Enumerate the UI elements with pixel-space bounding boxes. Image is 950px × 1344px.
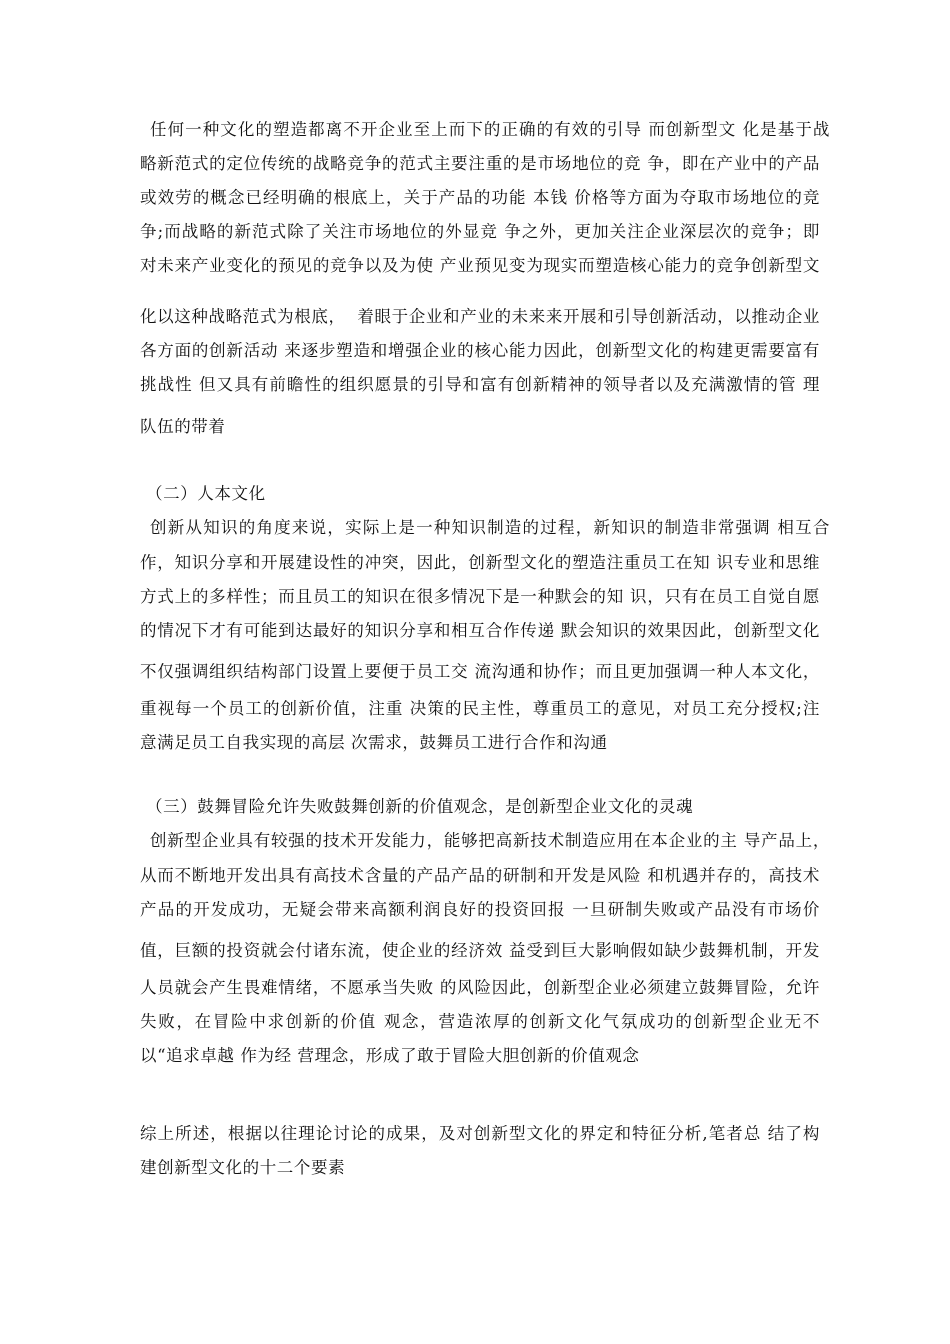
intro-line-3: 或效劳的概念已经明确的根底上，关于产品的功能 本钱 价格等方面为夺取市场地位的竞	[140, 188, 820, 207]
section-two-line-7: 意满足员工自我实现的高层 次需求，鼓舞员工进行合作和沟通	[140, 733, 608, 752]
section-three-line-2: 从而不断地开发出具有高技术含量的产品产品的研制和开发是风险 和机遇并存的，高技术	[140, 866, 820, 885]
section-two-heading: （二）人本文化	[146, 484, 266, 503]
section-two-line-5: 不仅强调组织结构部门设置上要便于员工交 流沟通和协作；而且更加强调一种人本文化，	[140, 662, 820, 681]
intro-line-2: 略新范式的定位传统的战略竞争的范式主要注重的是市场地位的竞 争，即在产业中的产品	[140, 154, 820, 173]
section-three-line-7: 以“追求卓越 作为经 营理念，形成了敢于冒险大胆创新的价值观念	[140, 1046, 640, 1065]
section-three-line-4: 值，巨额的投资就会付诸东流，使企业的经济效 益受到巨大影响假如缺少鼓舞机制，开发	[140, 941, 820, 960]
intro-line-6: 化以这种战略范式为根底， 着眼于企业和产业的未来来开展和引导创新活动，以推动企业	[140, 307, 820, 326]
section-two-line-1: 创新从知识的角度来说，实际上是一种知识制造的过程，新知识的制造非常强调 相互合	[150, 518, 830, 537]
section-two-line-6: 重视每一个员工的创新价值，注重 决策的民主性，尊重员工的意见，对员工充分授权;注	[140, 699, 820, 718]
section-three-heading: （三）鼓舞冒险允许失败鼓舞创新的价值观念，是创新型企业文化的灵魂	[146, 797, 694, 816]
intro-line-5: 对未来产业变化的预见的竞争以及为使 产业预见变为现实而塑造核心能力的竞争创新型文	[140, 256, 820, 275]
section-three-line-3: 产品的开发成功，无疑会带来高额利润良好的投资回报 一旦研制失败或产品没有市场价	[140, 900, 820, 919]
section-three-line-6: 失败，在冒险中求创新的价值 观念，营造浓厚的创新文化气氛成功的创新型企业无不	[140, 1012, 820, 1031]
section-three-line-5: 人员就会产生畏难情绪，不愿承当失败 的风险因此，创新型企业必须建立鼓舞冒险，允许	[140, 978, 820, 997]
intro-line-7: 各方面的创新活动 来逐步塑造和增强企业的核心能力因此，创新型文化的构建更需要富有	[140, 341, 820, 360]
intro-line-9: 队伍的带着	[140, 417, 226, 436]
section-two-line-4: 的情况下才有可能到达最好的知识分享和相互合作传递 默会知识的效果因此，创新型文化	[140, 621, 820, 640]
conclusion-line-1: 综上所述，根据以往理论讨论的成果，及对创新型文化的界定和特征分析,笔者总 结了构	[140, 1124, 820, 1143]
intro-line-8: 挑战性 但又具有前瞻性的组织愿景的引导和富有创新精神的领导者以及充满激情的管 理	[140, 375, 820, 394]
intro-line-1: 任何一种文化的塑造都离不开企业至上而下的正确的有效的引导 而创新型文 化是基于战	[150, 120, 830, 139]
section-two-line-2: 作，知识分享和开展建设性的冲突，因此，创新型文化的塑造注重员工在知 识专业和思维	[140, 553, 820, 572]
section-three-line-1: 创新型企业具有较强的技术开发能力，能够把高新技术制造应用在本企业的主 导产品上，	[150, 831, 830, 850]
section-two-line-3: 方式上的多样性；而且员工的知识在很多情况下是一种默会的知 识，只有在员工自觉自愿	[140, 587, 820, 606]
intro-line-4: 争;而战略的新范式除了关注市场地位的外显竞 争之外，更加关注企业深层次的竞争；即	[140, 222, 820, 241]
conclusion-line-2: 建创新型文化的十二个要素	[140, 1158, 346, 1177]
